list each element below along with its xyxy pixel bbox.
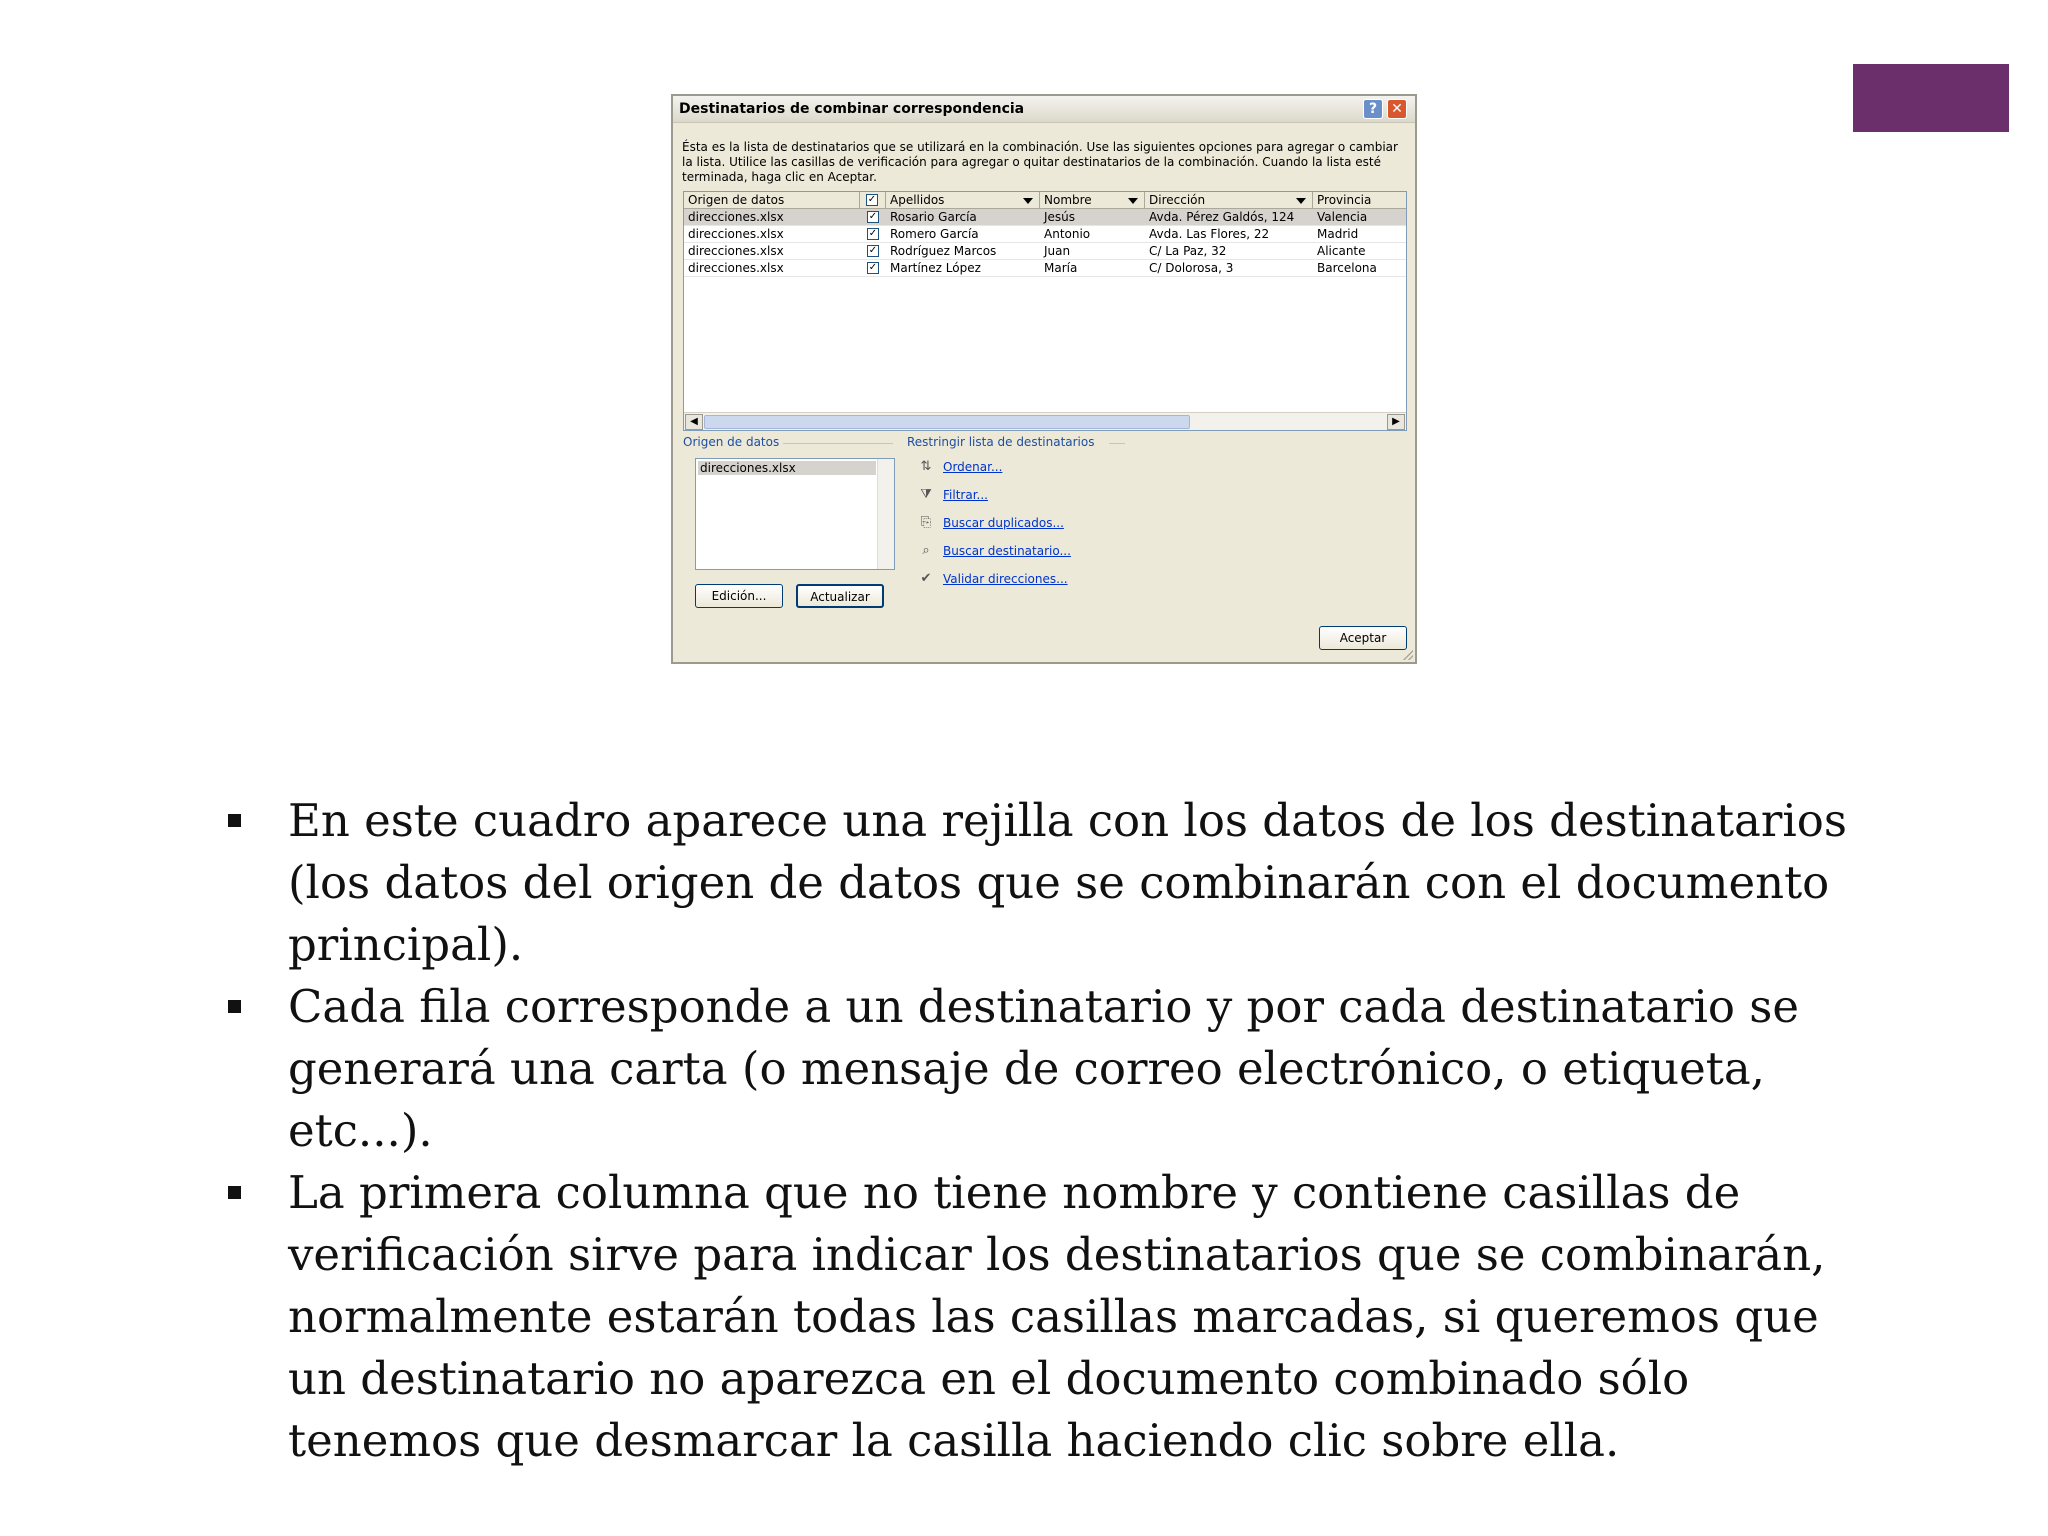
cell-direccion: C/ Dolorosa, 3	[1149, 261, 1234, 275]
row-checkbox[interactable]: ✓	[868, 228, 878, 239]
help-button[interactable]: ?	[1363, 99, 1383, 119]
accent-block	[1853, 64, 2009, 132]
cell-direccion: C/ La Paz, 32	[1149, 244, 1227, 258]
list-item	[226, 790, 1876, 976]
column-header-provincia[interactable]: Provincia	[1317, 193, 1372, 207]
column-header-nombre[interactable]	[1040, 192, 1145, 208]
divider	[783, 443, 893, 444]
column-header-check[interactable]	[860, 192, 886, 208]
dropdown-arrow-icon[interactable]	[1296, 198, 1306, 204]
table-row[interactable]	[684, 209, 1406, 226]
cell-provincia: Barcelona	[1317, 261, 1377, 275]
refresh-button[interactable]: Actualizar	[796, 584, 884, 608]
table-row[interactable]	[684, 260, 1406, 277]
list-item	[226, 1162, 1876, 1472]
horizontal-scrollbar[interactable]	[684, 412, 1406, 430]
title-bar	[673, 96, 1415, 123]
cell-provincia: Valencia	[1317, 210, 1368, 224]
bullet-square-icon	[228, 814, 241, 827]
cell-nombre: Juan	[1044, 244, 1071, 258]
cell-provincia: Alicante	[1317, 244, 1366, 258]
column-header-direccion[interactable]	[1145, 192, 1313, 208]
sort-icon: ⇅	[920, 459, 932, 474]
bullet-list	[226, 790, 1876, 1472]
sort-link[interactable]: Ordenar...	[943, 460, 1003, 474]
list-item[interactable]: direcciones.xlsx	[698, 461, 876, 475]
column-header-origin[interactable]: Origen de datos	[684, 192, 860, 208]
mail-merge-recipients-dialog	[671, 94, 1417, 664]
cell-nombre: Jesús	[1044, 210, 1076, 224]
row-checkbox[interactable]: ✓	[868, 245, 878, 256]
resize-grip-icon[interactable]	[1403, 650, 1413, 660]
find-recipient-link[interactable]: Buscar destinatario...	[943, 544, 1071, 558]
bullet-square-icon	[228, 1186, 241, 1199]
cell-origin: direcciones.xlsx	[688, 210, 784, 224]
scroll-right-icon[interactable]: ▶	[1387, 414, 1405, 430]
header-checkbox[interactable]: ✓	[867, 194, 877, 205]
divider	[1109, 443, 1125, 444]
source-group-label: Origen de datos	[683, 435, 780, 449]
column-header-direccion-label: Dirección	[1149, 193, 1206, 207]
bullet-text: En este cuadro aparece una rejilla con los datos de los destinatarios (los datos del origen de datos que se combinarán con el documento principal).	[288, 794, 1847, 971]
dialog-description: Ésta es la lista de destinatarios que se utilizará en la combinación. Use las siguientes opciones para agregar o cambiar la lista. Utilice las casillas de verificación para agregar o quitar destinatarios de la combinación. Cuando la lista esté terminada, haga clic en Aceptar.	[682, 140, 1398, 184]
table-row[interactable]	[684, 226, 1406, 243]
cell-direccion: Avda. Pérez Galdós, 124	[1149, 210, 1295, 224]
cell-provincia: Madrid	[1317, 227, 1359, 241]
list-item	[226, 976, 1876, 1162]
bullet-text: Cada fila corresponde a un destinatario y por cada destinatario se generará una carta (o mensaje de correo electrónico, o etiqueta, etc...).	[288, 980, 1799, 1157]
row-checkbox[interactable]: ✓	[868, 262, 878, 273]
find-duplicates-link[interactable]: Buscar duplicados...	[943, 516, 1064, 530]
cell-apellidos: Rosario García	[890, 210, 977, 224]
dropdown-arrow-icon[interactable]	[1023, 198, 1033, 204]
bullet-square-icon	[228, 1000, 241, 1013]
dialog-title: Destinatarios de combinar correspondencia	[679, 101, 1025, 117]
bullet-text: La primera columna que no tiene nombre y contiene casillas de verificación sirve para indicar los destinatarios que se combinarán, normalmente estarán todas las casillas marcadas, si queremos que un destinatario no aparezca en el documento combinado sólo tenemos que desmarcar la casilla haciendo clic sobre ella.	[288, 1166, 1826, 1467]
recipients-grid	[683, 191, 1407, 431]
cell-origin: direcciones.xlsx	[688, 244, 784, 258]
validate-addresses-link[interactable]: Validar direcciones...	[943, 572, 1068, 586]
scroll-left-icon[interactable]: ◀	[685, 414, 703, 430]
table-row[interactable]	[684, 243, 1406, 260]
cell-apellidos: Romero García	[890, 227, 979, 241]
cell-direccion: Avda. Las Flores, 22	[1149, 227, 1270, 241]
cell-apellidos: Rodríguez Marcos	[890, 244, 997, 258]
ok-button[interactable]: Aceptar	[1319, 626, 1407, 650]
vertical-scrollbar[interactable]	[877, 459, 894, 569]
column-header-apellidos-label: Apellidos	[890, 193, 945, 207]
cell-nombre: Antonio	[1044, 227, 1091, 241]
edit-button[interactable]: Edición...	[695, 584, 783, 608]
grid-header	[684, 192, 1406, 209]
row-checkbox[interactable]: ✓	[868, 211, 878, 222]
find-recipient-icon: ⌕	[922, 543, 930, 558]
filter-link[interactable]: Filtrar...	[943, 488, 988, 502]
validate-icon: ✔	[920, 571, 932, 586]
close-button[interactable]: ✕	[1387, 99, 1407, 119]
cell-apellidos: Martínez López	[890, 261, 981, 275]
duplicates-icon: ⎘	[920, 515, 932, 530]
source-list[interactable]	[695, 458, 895, 570]
cell-origin: direcciones.xlsx	[688, 227, 784, 241]
column-header-apellidos[interactable]	[886, 192, 1040, 208]
scroll-thumb[interactable]	[704, 415, 1190, 429]
filter-icon: ⧩	[920, 487, 932, 502]
dropdown-arrow-icon[interactable]	[1128, 198, 1138, 204]
column-header-nombre-label: Nombre	[1044, 193, 1092, 207]
refine-group-label: Restringir lista de destinatarios	[907, 435, 1095, 449]
cell-nombre: María	[1044, 261, 1078, 275]
cell-origin: direcciones.xlsx	[688, 261, 784, 275]
